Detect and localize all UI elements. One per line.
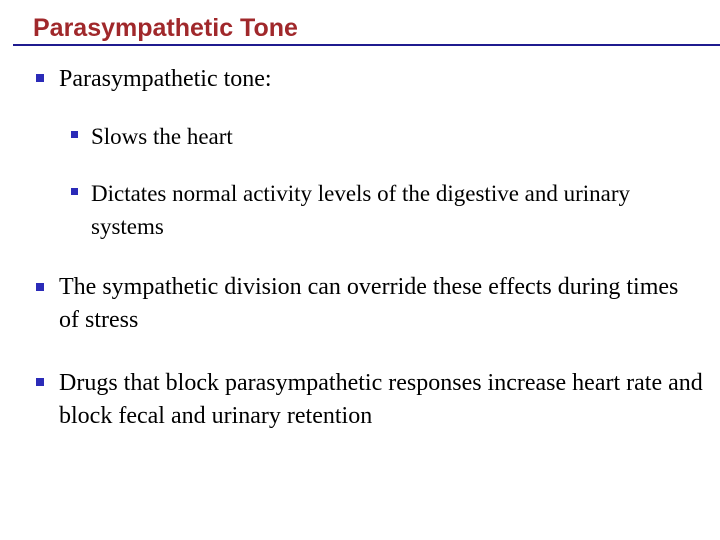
title-underline (13, 44, 720, 46)
bullet-text: Drugs that block parasympathetic responses increase heart rate and block fecal and urinary retention (59, 370, 703, 429)
bullet-text: The sympathetic division can override these effects during times of stress (59, 274, 679, 333)
square-bullet-icon (71, 131, 78, 138)
sub-bullet-text: Slows the heart (91, 124, 233, 149)
bullet-text: Parasympathetic tone: (59, 66, 272, 92)
square-bullet-icon (36, 74, 44, 82)
square-bullet-icon (36, 378, 44, 386)
slide-title: Parasympathetic Tone (33, 14, 298, 42)
square-bullet-icon (36, 283, 44, 291)
square-bullet-icon (71, 188, 78, 195)
sub-bullet-text: Dictates normal activity levels of the digestive and urinary systems (91, 181, 631, 239)
